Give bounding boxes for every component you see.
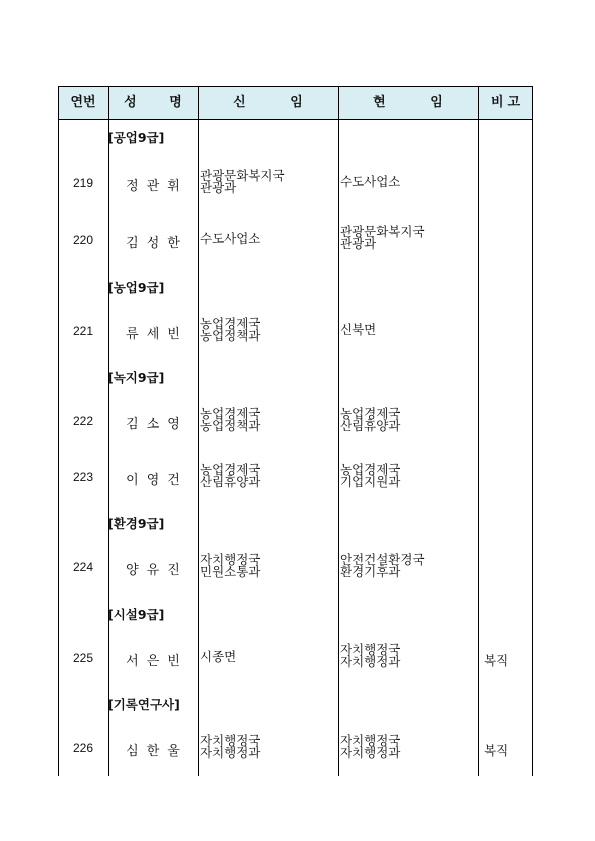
row-number: 222 [72, 414, 94, 428]
new-post [200, 170, 336, 194]
current-post-bureau: 관광문화복지국 [340, 224, 425, 239]
current-post-division: 관광과 [340, 236, 377, 251]
section-title: [공업9급] [108, 130, 165, 145]
current-post [340, 554, 476, 578]
current-post-bureau: 자치행정국 [340, 642, 401, 657]
new-post-bureau: 농업경제국 [200, 462, 261, 477]
new-post [200, 233, 336, 245]
person-name: 김소영 [126, 417, 188, 432]
current-post [340, 226, 476, 250]
current-post-bureau: 농업경제국 [340, 406, 401, 421]
new-post-division: 농업정책과 [200, 328, 261, 343]
current-post [340, 408, 476, 432]
current-post [340, 324, 476, 336]
current-post-bureau: 농업경제국 [340, 462, 401, 477]
new-post [200, 735, 336, 759]
header-new-post: 신 임 [233, 95, 323, 110]
new-post-division: 농업정책과 [200, 418, 261, 433]
section-title: [농업9급] [108, 280, 165, 295]
table-border-right [532, 86, 533, 776]
person-name: 서은빈 [126, 654, 188, 669]
current-post [340, 176, 476, 188]
row-number: 219 [72, 176, 94, 190]
header-note: 비고 [490, 95, 525, 110]
header-name: 성 명 [124, 95, 196, 110]
column-divider [338, 86, 339, 776]
new-post [200, 464, 336, 488]
column-divider [478, 86, 479, 776]
new-post-division: 산림휴양과 [200, 474, 261, 489]
current-post [340, 644, 476, 668]
section-title: [기록연구사] [108, 697, 180, 712]
row-number: 221 [72, 324, 94, 338]
current-post-division: 산림휴양과 [340, 418, 401, 433]
header-no: 연번 [70, 95, 96, 110]
new-post-bureau: 자치행정국 [200, 552, 261, 567]
section-title: [녹지9급] [108, 370, 165, 385]
note-reinstated: 복직 [484, 653, 509, 668]
current-post-office: 신북면 [340, 322, 377, 337]
row-number: 223 [72, 470, 94, 484]
current-post [340, 464, 476, 488]
new-post-office: 수도사업소 [200, 231, 261, 246]
new-post-bureau: 관광문화복지국 [200, 168, 285, 183]
person-name: 양유진 [126, 563, 188, 578]
current-post-office: 수도사업소 [340, 174, 401, 189]
row-number: 220 [72, 233, 94, 247]
column-divider [198, 86, 199, 776]
current-post-division: 환경기후과 [340, 564, 401, 579]
new-post [200, 554, 336, 578]
current-post-division: 자치행정과 [340, 654, 401, 669]
current-post [340, 735, 476, 759]
current-post-bureau: 안전건설환경국 [340, 552, 425, 567]
new-post-division: 자치행정과 [200, 745, 261, 760]
row-number: 224 [72, 560, 94, 574]
new-post-division: 민원소통과 [200, 564, 261, 579]
row-number: 225 [72, 651, 94, 665]
new-post-division: 관광과 [200, 180, 237, 195]
row-number: 226 [72, 741, 94, 755]
header-current-post: 현 임 [373, 95, 463, 110]
current-post-bureau: 자치행정국 [340, 733, 401, 748]
new-post [200, 651, 336, 663]
new-post [200, 318, 336, 342]
section-title: [환경9급] [108, 516, 165, 531]
current-post-division: 자치행정과 [340, 745, 401, 760]
new-post-bureau: 농업경제국 [200, 316, 261, 331]
new-post-bureau: 자치행정국 [200, 733, 261, 748]
current-post-division: 기업지원과 [340, 474, 401, 489]
new-post-office: 시종면 [200, 649, 237, 664]
note-reinstated: 복직 [484, 743, 509, 758]
person-name: 김성한 [126, 236, 188, 251]
new-post [200, 408, 336, 432]
person-name: 정관휘 [126, 179, 188, 194]
new-post-bureau: 농업경제국 [200, 406, 261, 421]
person-name: 심한울 [126, 744, 188, 759]
person-name: 이영건 [126, 473, 188, 488]
person-name: 류세빈 [126, 327, 188, 342]
section-title: [시설9급] [108, 607, 165, 622]
